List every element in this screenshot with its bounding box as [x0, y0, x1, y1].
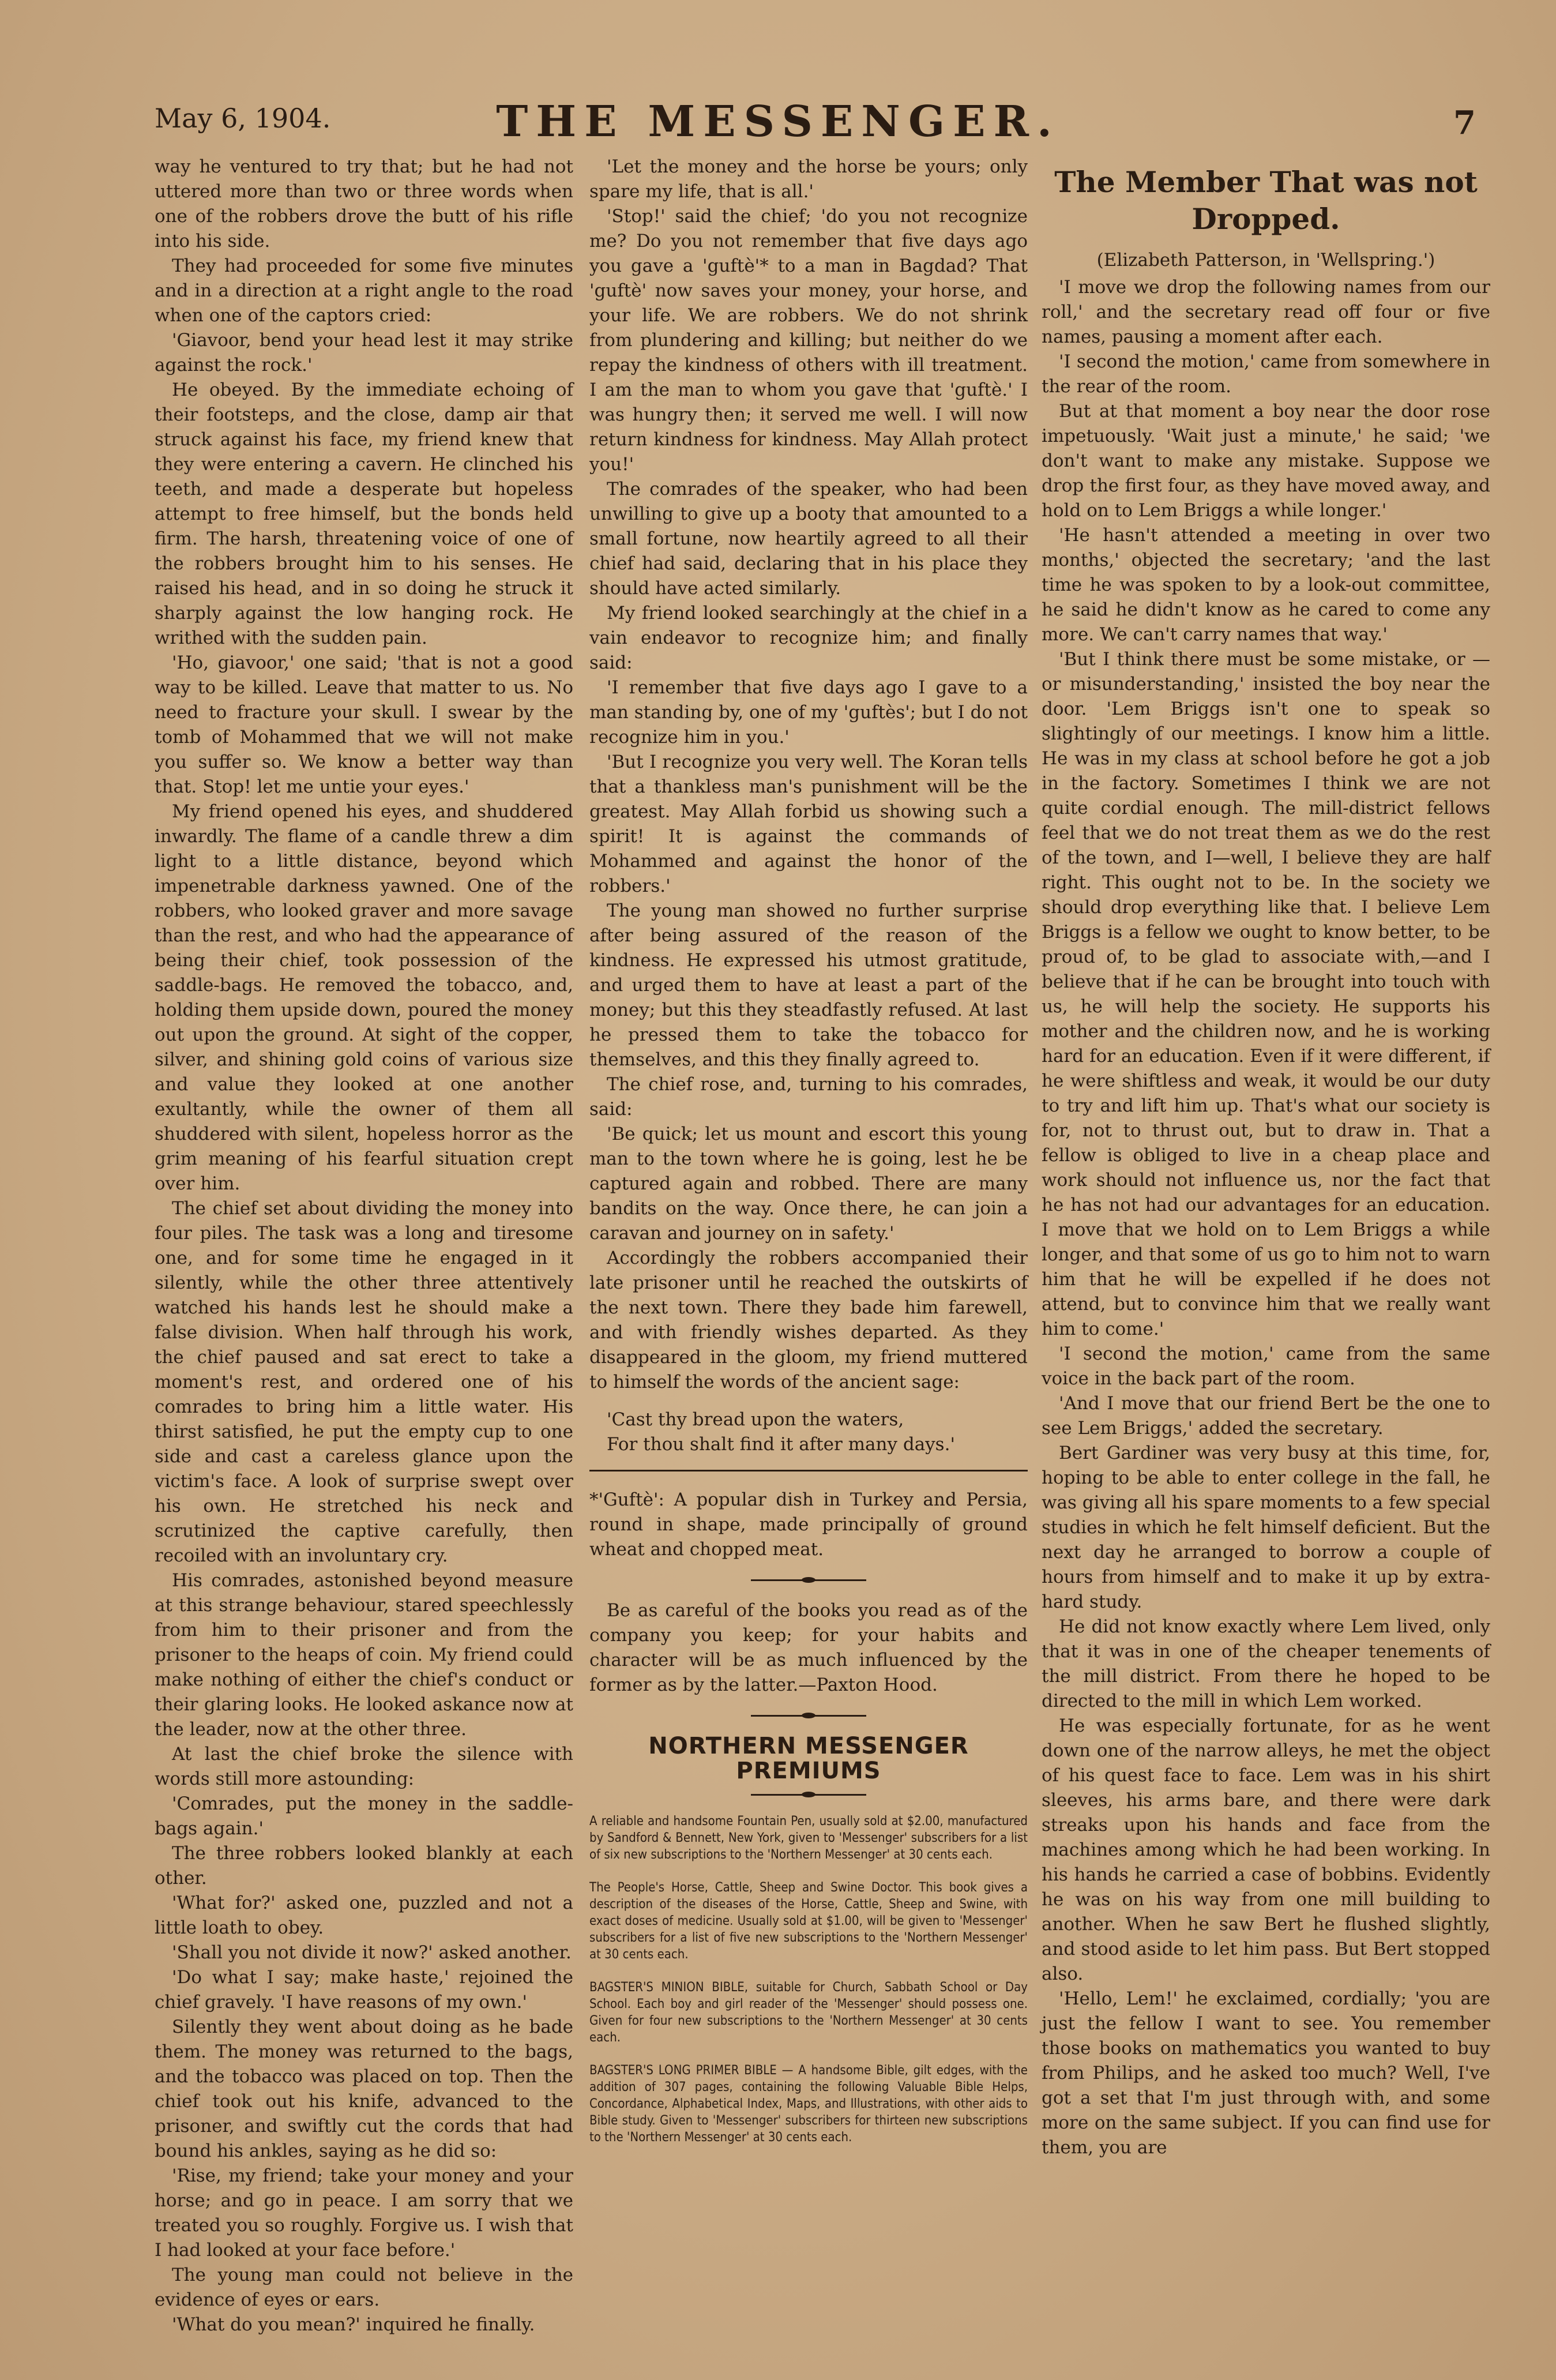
- paragraph: He was especially fortunate, for as he went down one of the narrow alleys, he met the object of his quest face to face. Lem was in his shirt sleeves, his arms bare, and there were dark streaks upon his hands and face from the machines among which he had been working. In his hands he carried a case of bobbins. Evidently he was on his way from one mill building to another. When he saw Bert he flushed slightly, and stood aside to let him pass. But Bert stopped also.: [1042, 1715, 1490, 1984]
- paragraph: 'Let the money and the horse be yours; only spare my life, that is all.': [589, 156, 1028, 202]
- paragraph: 'And I move that our friend Bert be the one to see Lem Briggs,' added the secretary.: [1042, 1393, 1490, 1439]
- premium-item: The People's Horse, Cattle, Sheep and Swine Doctor. This book gives a description of the diseases of the Horse, Cattle, Sheep and Swine, with exact doses of medicine. Usually sold at $1.00, will be given to 'Messenger' subscribers for a list of five new subscriptions to the 'Northern Messenger' at 30 cents each.: [589, 1880, 1028, 1962]
- masthead-title: THE MESSENGER.: [496, 97, 1060, 147]
- paragraph: They had proceeded for some five minutes and in a direction at a right angle to the road when one of the captors cried:: [155, 256, 573, 326]
- paragraph: 'Giavoor, bend your head lest it may strike against the rock.': [155, 330, 573, 376]
- paragraph: 'Be quick; let us mount and escort this young man to the town where he is going, lest he be captured again and robbed. There are many bandits on the way. Once there, he can join a caravan and journey on in safety.': [589, 1124, 1028, 1244]
- paragraph: Accordingly the robbers accompanied their late prisoner until he reached the outskirts of the next town. There they bade him farewell, and with friendly wishes departed. As they disappeared in the gloom, my friend muttered to himself the words of the ancient sage:: [589, 1248, 1028, 1392]
- page-number: 7: [1453, 104, 1476, 142]
- paragraph: He obeyed. By the immediate echoing of their footsteps, and the close, damp air that struck against his face, my friend knew that they were entering a cavern. He clinched his teeth, and made a desperate but hopeless attempt to free himself, but the bonds held firm. The harsh, threatening voice of one of the robbers brought him to his senses. He raised his head, and in so doing he struck it sharply against the low hanging rock. He writhed with the sudden pain.: [155, 380, 573, 648]
- divider: [589, 1470, 1028, 1471]
- paragraph: 'I remember that five days ago I gave to a man standing by, one of my 'guftès'; but I do not recognize him in you.': [589, 677, 1028, 748]
- ornament-divider: [751, 1715, 866, 1717]
- paragraph: My friend opened his eyes, and shuddered inwardly. The flame of a candle threw a dim light to a little distance, beyond which impenetrable darkness yawned. One of the robbers, who looked graver and more savage than the rest, and who had the appearance of being their chief, took possession of the saddle-bags. He removed the tobacco, and, holding them upside down, poured the money out upon the ground. At sight of the copper, silver, and shining gold coins of various size and value they looked at one another exultantly, while the owner of them all shuddered with silent, hopeless horror as the grim meaning of his fearful situation crept over him.: [155, 801, 573, 1194]
- paragraph: 'I second the motion,' came from the same voice in the back part of the room.: [1042, 1343, 1490, 1389]
- paragraph: His comrades, astonished beyond measure at this strange behaviour, stared speechlessly from him to their prisoner and from the prisoner to the heaps of coin. My friend could make nothing of either the chief's conduct or their glaring looks. He looked askance now at the leader, now at the other three.: [155, 1570, 573, 1740]
- paragraph: 'I second the motion,' came from somewhere in the rear of the room.: [1042, 351, 1490, 397]
- paragraph: The comrades of the speaker, who had been unwilling to give up a booty that amounted to a small fortune, now heartily agreed to all their chief had said, declaring that in his place they should have acted similarly.: [589, 479, 1028, 599]
- paragraph: 'Ho, giavoor,' one said; 'that is not a good way to be killed. Leave that matter to us. No need to fracture your skull. I swear by the tomb of Mohammed that we will not make you suffer so. We know a better way than that. Stop! let me untie your eyes.': [155, 652, 573, 797]
- premium-item: BAGSTER'S LONG PRIMER BIBLE — A handsome Bible, gilt edges, with the addition of 307 pages, containing the following Valuable Bible Helps, Concordance, Alphabetical Index, Maps, and Illustrations, with other aids to Bible study. Given to 'Messenger' subscribers for thirteen new subscriptions to the 'Northern Messenger' at 30 cents each.: [589, 2063, 1028, 2145]
- poem-line: 'Cast thy bread upon the waters,: [607, 1409, 904, 1430]
- poem-quote: [607, 1407, 1028, 1457]
- paragraph: The young man could not believe in the evidence of eyes or ears.: [155, 2265, 573, 2310]
- paragraph: 'Do what I say; make haste,' rejoined the chief gravely. 'I have reasons of my own.': [155, 1967, 573, 2013]
- paragraph: The chief set about dividing the money into four piles. The task was a long and tiresome one, and for some time he engaged in it silently, while the other three attentively watched his hands lest he should make a false division. When half through his work, the chief paused and sat erect to take a moment's rest, and ordered one of his comrades to bring him a little water. His thirst satisfied, he put the empty cup to one side and cast a careless glance upon the victim's face. A look of surprise swept over his own. He stretched his neck and scrutinized the captive carefully, then recoiled with an involuntary cry.: [155, 1198, 573, 1566]
- footnote: *'Guftè': A popular dish in Turkey and Persia, round in shape, made principally of ground wheat and chopped meat.: [589, 1489, 1028, 1560]
- paragraph: 'But I recognize you very well. The Koran tells that a thankless man's punishment will be the greatest. May Allah forbid us showing such a spirit! It is against the commands of Mohammed and against the honor of the robbers.': [589, 752, 1028, 896]
- paragraph: 'Stop!' said the chief; 'do you not recognize me? Do you not remember that five days ago you gave a 'guftè'* to a man in Bagdad? That 'guftè' now saves your money, your horse, and your life. We are robbers. We do not shrink from plundering and killing; but neither do we repay the kindness of others with ill treatment. I am the man to whom you gave that 'guftè.' I was hungry then; it served me well. I will now return kindness for kindness. May Allah protect you!': [589, 206, 1028, 475]
- premium-item: A reliable and handsome Fountain Pen, usually sold at $2.00, manufactured by Sandford & Bennett, New York, given to 'Messenger' subscribers for a list of six new subscriptions to the 'Northern Messenger' at 30 cents each.: [589, 1814, 1028, 1862]
- ornament-divider: [751, 1579, 866, 1581]
- column-middle: [589, 155, 1028, 2162]
- paragraph: 'Comrades, put the money in the saddle-bags again.': [155, 1793, 573, 1839]
- story-title: The Member That was not Dropped.: [1054, 165, 1478, 236]
- paragraph: But at that moment a boy near the door rose impetuously. 'Wait just a minute,' he said; 'we don't want to make any mistake. Suppose we drop the first four, as they have moved away, and hold on to Lem Briggs a while longer.': [1042, 401, 1490, 521]
- paragraph: The chief rose, and, turning to his comrades, said:: [589, 1074, 1028, 1120]
- column-left: [155, 155, 573, 2337]
- paragraph: way he ventured to try that; but he had not uttered more than two or three words when one of the robbers drove the butt of his rifle into his side.: [155, 156, 573, 251]
- paragraph: He did not know exactly where Lem lived, only that it was in one of the cheaper tenements of the mill district. From there he hoped to be directed to the mill in which Lem worked.: [1042, 1616, 1490, 1711]
- column-right: [1042, 155, 1490, 2160]
- paragraph: 'Hello, Lem!' he exclaimed, cordially; 'you are just the fellow I want to see. You remember those books on mathematics you wanted to buy from Philips, and he asked too much? Well, I've got a set that I'm just through with, and some more on the same subject. If you can find use for them, you are: [1042, 1988, 1490, 2158]
- paragraph: 'Shall you not divide it now?' asked another.: [172, 1942, 572, 1963]
- issue-date: May 6, 1904.: [155, 103, 331, 134]
- paragraph: My friend looked searchingly at the chief in a vain endeavor to recognize him; and finally said:: [589, 603, 1028, 673]
- paragraph: Bert Gardiner was very busy at this time, for, hoping to be able to enter college in the fall, he was giving all his spare moments to a few special studies in which he felt himself deficient. But the next day he arranged to borrow a couple of hours from himself and to make it up by extra-hard study.: [1042, 1443, 1490, 1612]
- premium-item: BAGSTER'S MINION BIBLE, suitable for Church, Sabbath School or Day School. Each boy and girl reader of the 'Messenger' should possess one. Given for four new subscriptions to the 'Northern Messenger' at 30 cents each.: [589, 1980, 1028, 2045]
- quote-paragraph: Be as careful of the books you read as of the company you keep; for your habits and character will be as much influenced by the former as by the latter.—Paxton Hood.: [589, 1600, 1028, 1695]
- poem-line: For thou shalt find it after many days.': [607, 1434, 955, 1455]
- paragraph: The young man showed no further surprise after being assured of the reason of the kindness. He expressed his utmost gratitude, and urged them to have at least a part of the money; but this they steadfastly refused. At last he pressed them to take the tobacco for themselves, and this they finally agreed to.: [589, 900, 1028, 1070]
- premiums-heading: NORTHERN MESSENGER PREMIUMS: [648, 1733, 969, 1784]
- ornament-divider: [751, 1794, 866, 1796]
- paragraph: 'He hasn't attended a meeting in over two months,' objected the secretary; 'and the last time he was spoken to by a look-out committee, he said he didn't know as he cared to come any more. We can't carry names that way.': [1042, 525, 1490, 645]
- paragraph: 'But I think there must be some mistake, or —or misunderstanding,' insisted the boy near the door. 'Lem Briggs isn't one to speak so slightingly of our meetings. I know him a little. He was in my class at school before he got a job in the factory. Sometimes I think we are not quite cordial enough. The mill-district fellows feel that we do not treat them as we do the rest of the town, and I—well, I believe they are half right. This ought not to be. In the society we should drop everything like that. I believe Lem Briggs is a fellow we ought to know better, to be proud of, to be glad to associate with,—and I believe that if he can be brought into touch with us, he will help the society. He supports his mother and the children now, and he is working hard for an education. Even if it were different, if he were shiftless and weak, it would be our duty to try and lift him up. That's what our society is for, not to thrust out, but to draw in. That a fellow is obliged to live in a cheap place and work should not influence us, nor the fact that he has not had our advantages for an education. I move that we hold on to Lem Briggs a while longer, and that some of us go to him not to warn him that he will be expelled if he does not attend, but to convince him that we really want him to come.': [1042, 649, 1490, 1339]
- paragraph: The three robbers looked blankly at each other.: [155, 1843, 573, 1889]
- paragraph: 'What for?' asked one, puzzled and not a little loath to obey.: [155, 1893, 573, 1938]
- paragraph: 'I move we drop the following names from our roll,' and the secretary read off four or five names, pausing a moment after each.: [1042, 277, 1490, 347]
- paragraph: 'What do you mean?' inquired he finally.: [172, 2314, 535, 2335]
- story-credit: (Elizabeth Patterson, in 'Wellspring.'): [1096, 250, 1435, 271]
- paragraph: At last the chief broke the silence with words still more astounding:: [155, 1744, 573, 1789]
- paragraph: Silently they went about doing as he bade them. The money was returned to the bags, and the tobacco was placed on top. Then the chief took out his knife, advanced to the prisoner, and swiftly cut the cords that had bound his ankles, saying as he did so:: [155, 2017, 573, 2161]
- paragraph: 'Rise, my friend; take your money and your horse; and go in peace. I am sorry that we treated you so roughly. Forgive us. I wish that I had looked at your face before.': [155, 2165, 573, 2261]
